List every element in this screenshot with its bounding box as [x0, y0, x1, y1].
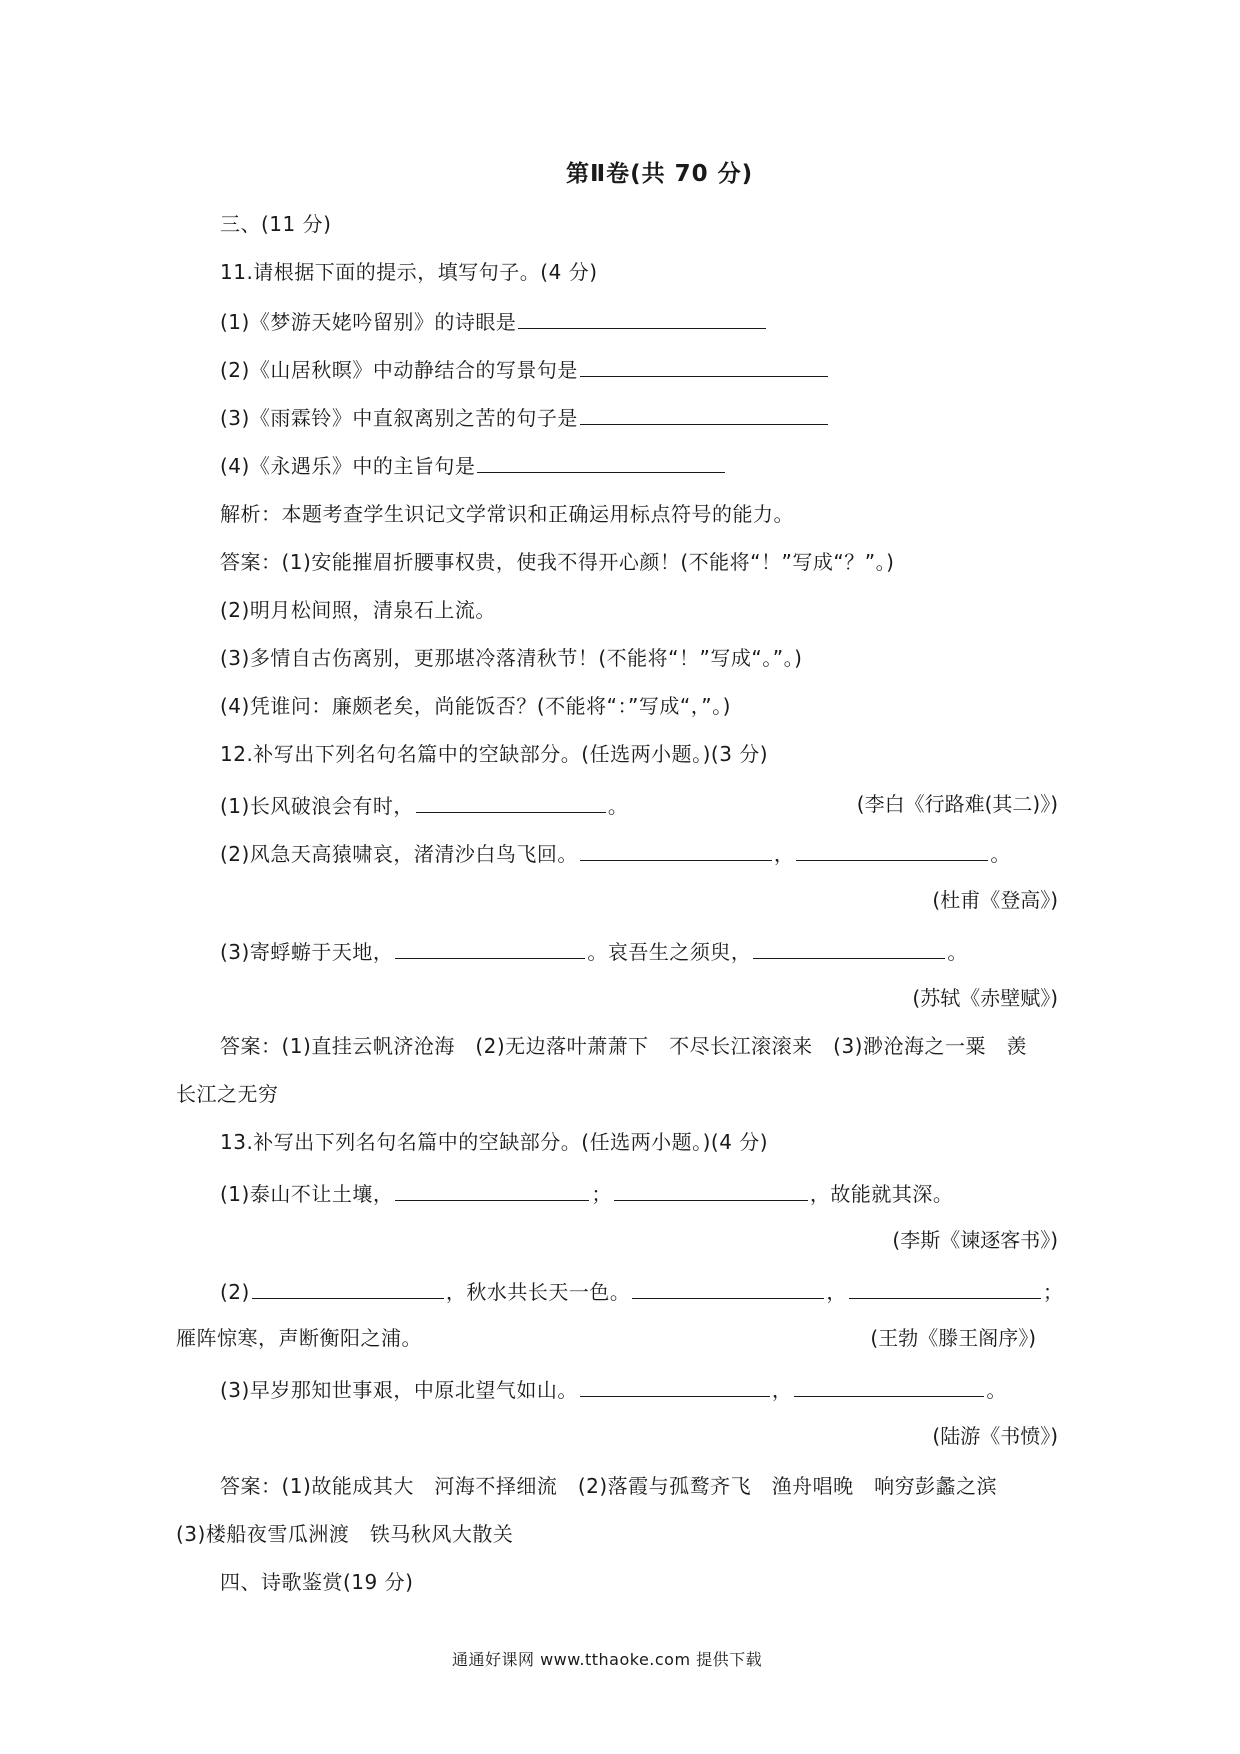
q13-item-3-sep: ，: [771, 1378, 793, 1402]
q13-item-1-source: (李斯《谏逐客书》): [892, 1228, 1058, 1252]
answer-blank: [580, 402, 828, 425]
q13-item-2-sep1: ，秋水共长天一色。: [445, 1280, 631, 1304]
q12-item-1-text: (1)长风破浪会有时，: [220, 794, 414, 818]
q13-item-2: [220, 1276, 1063, 1306]
q11-answer-4: (4)凭谁问：廉颇老矣，尚能饭否？(不能将“：”写成“，”。): [220, 694, 731, 718]
q12-item-2-end: 。: [990, 842, 1011, 866]
q12-item-3-text: (3)寄蜉蝣于天地，: [220, 940, 394, 964]
q13-item-3-text: (3)早岁那知世事艰，中原北望气如山。: [220, 1378, 578, 1402]
part3-heading: 三、(11 分): [220, 212, 332, 236]
q13-item-3-end: 。: [986, 1378, 1007, 1402]
q13-item-1-text: (1)泰山不让土壤，: [220, 1182, 394, 1206]
part4-heading: 四、诗歌鉴赏(19 分): [220, 1570, 414, 1594]
answer-blank: [395, 936, 585, 959]
answer-blank: [416, 790, 606, 813]
q11-item-3: [220, 402, 830, 432]
q11-item-2: [220, 354, 830, 384]
q13-item-2-line-2: 雁阵惊寒，声断衡阳之浦。: [176, 1326, 422, 1350]
q12-item-1: [220, 790, 628, 820]
q12-answer-line-2: 长江之无穷: [176, 1082, 279, 1106]
answer-blank: [477, 450, 725, 473]
answer-blank: [580, 1374, 770, 1397]
q12-stem: 12.补写出下列名句名篇中的空缺部分。(任选两小题。)(3 分): [220, 742, 769, 766]
q13-answer-line-1: 答案：(1)故能成其大 河海不择细流 (2)落霞与孤鹜齐飞 渔舟唱晚 响穷彭蠡之滨: [220, 1474, 998, 1498]
q13-item-3-source: (陆游《书愤》): [932, 1424, 1058, 1448]
q12-item-3-end: 。: [947, 940, 968, 964]
answer-blank: [518, 306, 766, 329]
answer-blank: [252, 1276, 444, 1299]
q12-item-3-source: (苏轼《赤壁赋》): [912, 986, 1058, 1010]
q13-item-1-sep: ；: [591, 1182, 612, 1206]
q11-analysis: 解析：本题考查学生识记文学常识和正确运用标点符号的能力。: [220, 502, 794, 526]
q13-answer-line-2: (3)楼船夜雪瓜洲渡 铁马秋风大散关: [176, 1522, 514, 1546]
q13-item-3: [220, 1374, 1007, 1404]
q12-answer-line-1: 答案：(1)直挂云帆济沧海 (2)无边落叶萧萧下 不尽长江滚滚来 (3)渺沧海之一粟 羡: [220, 1034, 1027, 1058]
q13-stem: 13.补写出下列名句名篇中的空缺部分。(任选两小题。)(4 分): [220, 1130, 769, 1154]
q11-answer-3: (3)多情自古伤离别，更那堪冷落清秋节！(不能将“！”写成“。”。): [220, 646, 803, 670]
q12-item-2-sep: ，: [773, 842, 795, 866]
q12-item-1-source: (李白《行路难(其二)》): [856, 792, 1058, 816]
q13-item-2-text: (2): [220, 1280, 250, 1304]
q11-item-4-text: (4)《永遇乐》中的主旨句是: [220, 454, 476, 478]
q12-item-2-source: (杜甫《登高》): [932, 888, 1058, 912]
answer-blank: [632, 1276, 824, 1299]
q11-item-1-text: (1)《梦游天姥吟留别》的诗眼是: [220, 310, 517, 334]
q11-item-1: [220, 306, 768, 336]
answer-blank: [580, 354, 828, 377]
answer-blank: [794, 1374, 984, 1397]
answer-blank: [796, 838, 988, 861]
q12-item-3: [220, 936, 968, 966]
q13-item-1: [220, 1178, 953, 1208]
q11-answer-1: 答案：(1)安能摧眉折腰事权贵，使我不得开心颜！(不能将“！”写成“？”。): [220, 550, 895, 574]
q12-item-1-end: 。: [607, 794, 629, 818]
q11-item-3-text: (3)《雨霖铃》中直叙离别之苦的句子是: [220, 406, 578, 430]
answer-blank: [849, 1276, 1041, 1299]
q12-item-2: [220, 838, 1011, 868]
answer-blank: [580, 838, 772, 861]
q12-item-2-text: (2)风急天高猿啸哀，渚清沙白鸟飞回。: [220, 842, 578, 866]
q11-item-2-text: (2)《山居秋暝》中动静结合的写景句是: [220, 358, 578, 382]
q13-item-1-end: ，故能就其深。: [809, 1182, 954, 1206]
q11-item-4: [220, 450, 727, 480]
q11-answer-2: (2)明月松间照，清泉石上流。: [220, 598, 496, 622]
q13-item-2-source: (王勃《滕王阁序》): [870, 1326, 1036, 1350]
section-title: 第Ⅱ卷(共 70 分): [566, 161, 754, 187]
q13-item-2-end: ；: [1042, 1280, 1064, 1304]
q13-item-2-sep2: ，: [826, 1280, 847, 1304]
page-footer: 通通好课网 www.tthaoke.com 提供下载: [452, 1650, 763, 1669]
answer-blank: [614, 1178, 808, 1201]
q12-item-3-sep: 。哀吾生之须臾，: [587, 940, 752, 964]
answer-blank: [395, 1178, 589, 1201]
q11-stem: 11.请根据下面的提示，填写句子。(4 分): [220, 260, 598, 284]
answer-blank: [753, 936, 945, 959]
